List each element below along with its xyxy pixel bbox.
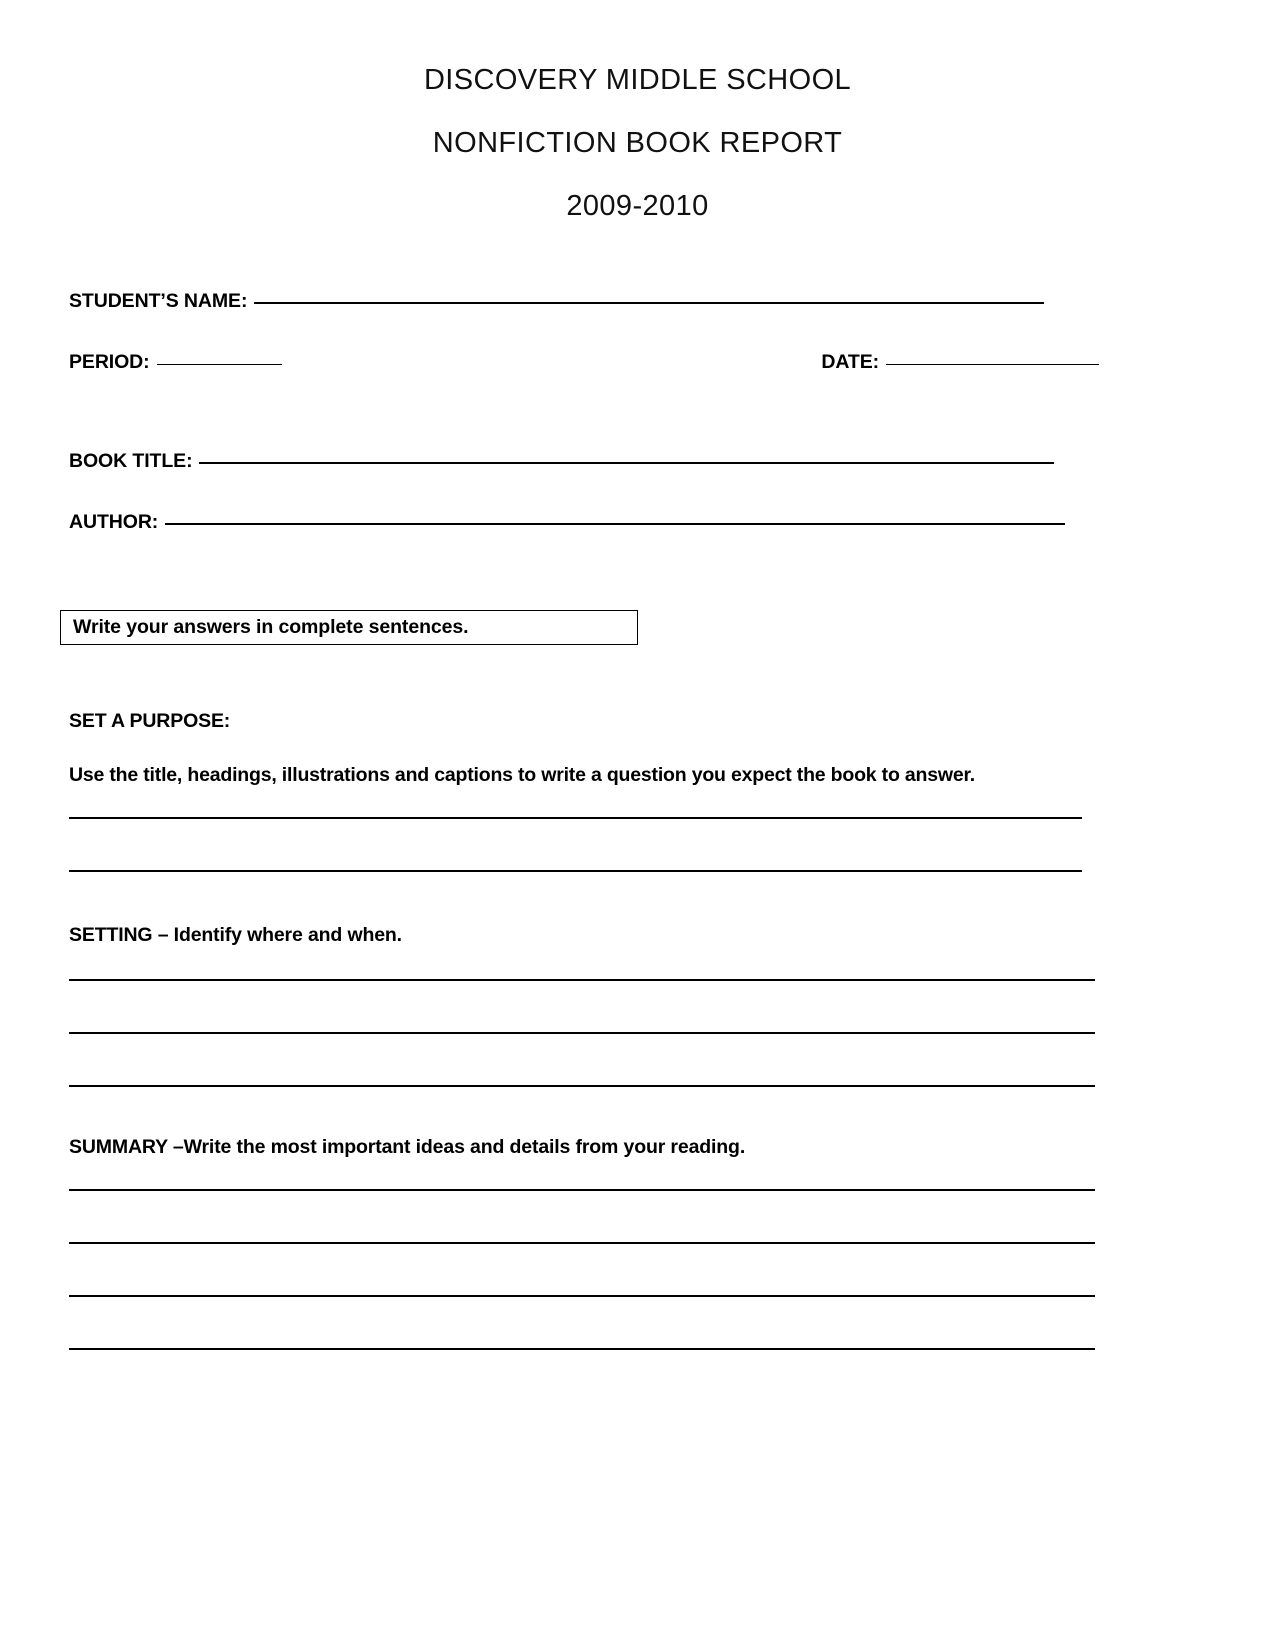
answer-line[interactable] [69, 1242, 1095, 1244]
date-input[interactable] [886, 364, 1099, 365]
book-title-input[interactable] [199, 462, 1054, 464]
answer-line[interactable] [69, 1085, 1095, 1087]
report-title: NONFICTION BOOK REPORT [432, 127, 843, 159]
instruction-box: Write your answers in complete sentences. [60, 610, 638, 645]
author-row [69, 511, 1099, 534]
section-summary [69, 1136, 1099, 1350]
document-header [0, 0, 1275, 221]
period-input[interactable] [157, 364, 282, 365]
section-heading: SETTING – Identify where and when. [69, 924, 402, 947]
section-heading: SET A PURPOSE: [69, 710, 231, 733]
section-setting [69, 924, 1099, 1086]
answer-line[interactable] [69, 870, 1082, 872]
answer-line[interactable] [69, 1348, 1095, 1350]
date-group [821, 351, 1099, 374]
author-label: AUTHOR: [69, 511, 159, 533]
answer-line[interactable] [69, 1189, 1095, 1191]
student-name-row [69, 290, 1099, 313]
date-label: DATE: [821, 351, 879, 373]
author-input[interactable] [165, 523, 1065, 525]
student-name-input[interactable] [254, 302, 1044, 304]
school-name: DISCOVERY MIDDLE SCHOOL [423, 64, 852, 96]
period-date-row [69, 351, 1099, 374]
school-year: 2009-2010 [566, 190, 709, 222]
period-label: PERIOD: [69, 351, 150, 373]
form-body [69, 290, 1099, 1350]
answer-line[interactable] [69, 979, 1095, 981]
book-title-row [69, 450, 1099, 473]
section-subheading: Use the title, headings, illustrations and captions to write a question you expect the book to answer. [69, 763, 976, 786]
student-name-label: STUDENT’S NAME: [69, 290, 248, 312]
answer-lines-set-a-purpose [69, 817, 1099, 872]
answer-line[interactable] [69, 1295, 1095, 1297]
answer-line[interactable] [69, 1032, 1095, 1034]
book-title-label: BOOK TITLE: [69, 450, 193, 472]
section-set-a-purpose [69, 710, 1099, 872]
answer-lines-summary [69, 1189, 1099, 1350]
answer-lines-setting [69, 979, 1099, 1087]
section-heading: SUMMARY –Write the most important ideas and details from your reading. [69, 1135, 746, 1158]
answer-line[interactable] [69, 817, 1082, 819]
